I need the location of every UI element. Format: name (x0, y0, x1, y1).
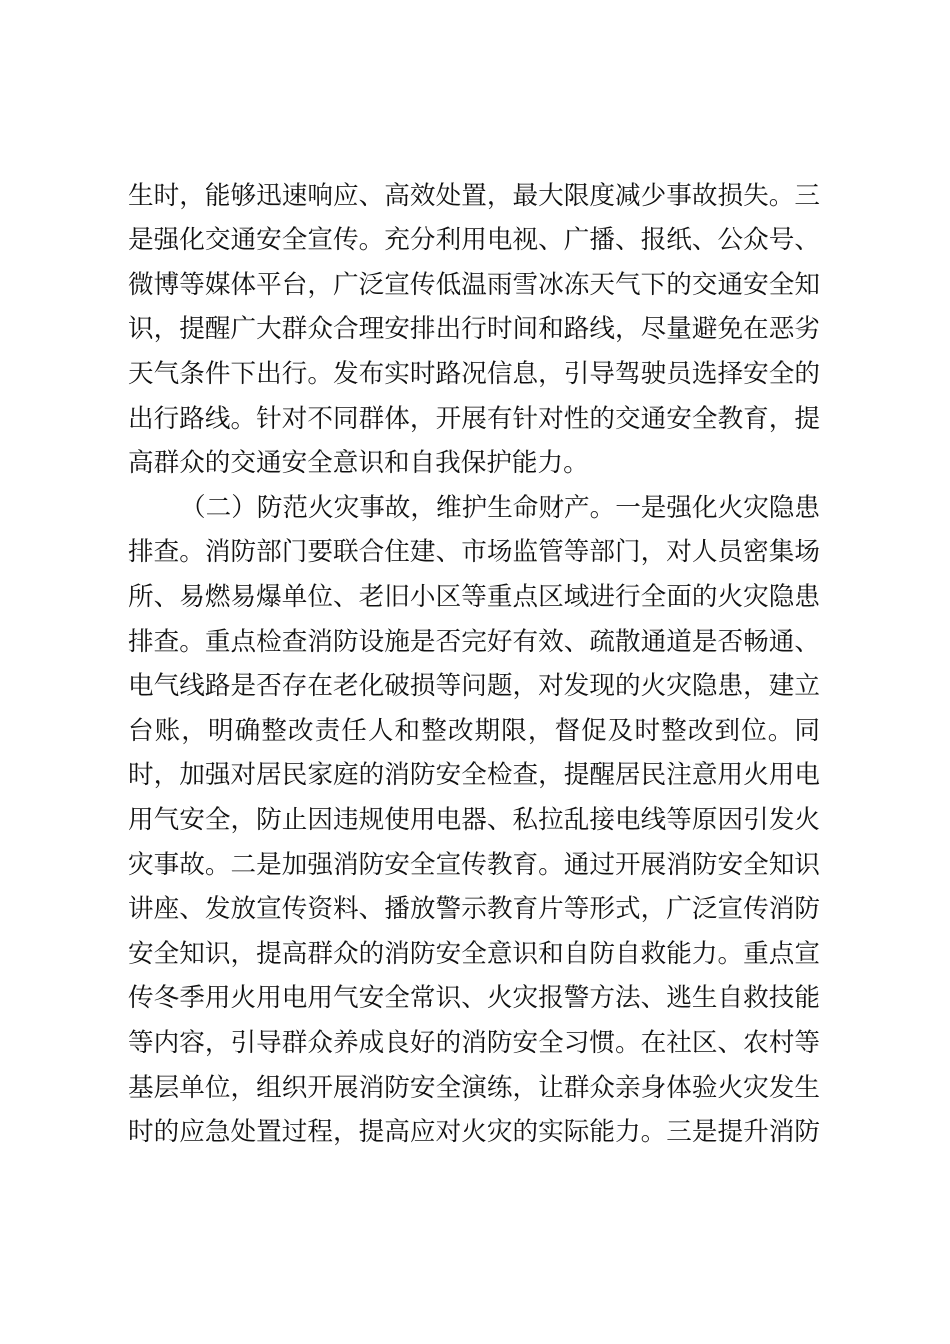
text-line: 排查。消防部门要联合住建、市场监管等部门，对人员密集场 (128, 537, 820, 567)
text-line: 时，加强对居民家庭的消防安全检查，提醒居民注意用火用电 (128, 760, 820, 790)
text-line: 基层单位，组织开展消防安全演练，让群众亲身体验火灾发生 (128, 1073, 820, 1103)
text-line: 出行路线。针对不同群体，开展有针对性的交通安全教育，提 (128, 404, 820, 434)
text-line: 用气安全，防止因违规使用电器、私拉乱接电线等原因引发火 (128, 805, 820, 835)
text-line: 电气线路是否存在老化破损等问题，对发现的火灾隐患，建立 (128, 671, 820, 701)
text-line: 等内容，引导群众养成良好的消防安全习惯。在社区、农村等 (128, 1028, 820, 1058)
text-line: 台账，明确整改责任人和整改期限，督促及时整改到位。同 (128, 716, 820, 746)
text-line: 所、易燃易爆单位、老旧小区等重点区域进行全面的火灾隐患 (128, 582, 820, 612)
text-line: 传冬季用火用电用气安全常识、火灾报警方法、逃生自救技能 (128, 983, 820, 1013)
text-line: 时的应急处置过程，提高应对火灾的实际能力。三是提升消防 (128, 1117, 820, 1147)
text-line: 安全知识，提高群众的消防安全意识和自防自救能力。重点宣 (128, 939, 820, 969)
text-line: 生时，能够迅速响应、高效处置，最大限度减少事故损失。三 (128, 181, 820, 211)
text-line: 天气条件下出行。发布实时路况信息，引导驾驶员选择安全的 (128, 359, 820, 389)
text-line: 是强化交通安全宣传。充分利用电视、广播、报纸、公众号、 (128, 225, 820, 255)
text-line: 讲座、发放宣传资料、播放警示教育片等形式，广泛宣传消防 (128, 894, 820, 924)
text-line: 识，提醒广大群众合理安排出行时间和路线，尽量避免在恶劣 (128, 314, 820, 344)
text-line: 灾事故。二是加强消防安全宣传教育。通过开展消防安全知识 (128, 850, 820, 880)
section-heading-line: （二）防范火灾事故，维护生命财产。一是强化火灾隐患 (180, 493, 820, 523)
text-line: 排查。重点检查消防设施是否完好有效、疏散通道是否畅通、 (128, 627, 820, 657)
text-line: 微博等媒体平台，广泛宣传低温雨雪冰冻天气下的交通安全知 (128, 270, 820, 300)
text-line: 高群众的交通安全意识和自我保护能力。 (128, 448, 589, 478)
